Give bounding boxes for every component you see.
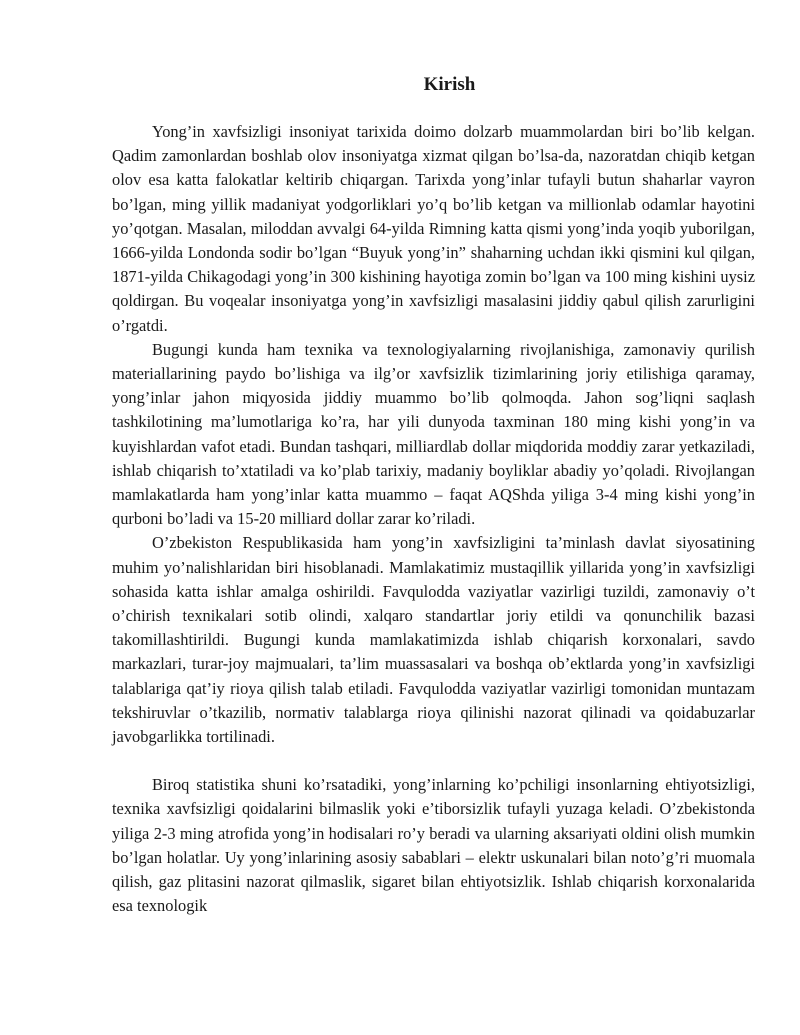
paragraph-history: Yong’in xavfsizligi insoniyat tarixida doimo dolzarb muammolardan biri bo’lib kelgan. Qadim zamonlardan boshlab olov insoniyatga xizmat qilgan bo’lsa-da, nazoratdan chiqib ketgan olov esa katta falokatlar keltirib chiqargan. Tarixda yong’inlar tufayli butun shaharlar vayron bo’lgan, ming yillik madaniyat yodgorliklari yo’q bo’lib ketgan va millionlab odamlar hayotini yo’qotgan. Masalan, miloddan avvalgi 64-yilda Rimning katta qismi yong’inda yoqib yuborilgan, 1666-yilda Londonda sodir bo’lgan “Buyuk yong’in” shaharning uchdan ikki qismini kul qilgan, 1871-yilda Chikagodagi yong’in 300 kishining hayotiga zomin bo’lgan va 100 ming kishini uysiz qoldirgan. Bu voqealar insoniyatga yong’in xavfsizligi masalasini jiddiy qabul qilish zarurligini o’rgatdi. xyxy=(112,122,755,335)
paragraph-uzbekistan: O’zbekiston Respublikasida ham yong’in xavfsizligini ta’minlash davlat siyosatining muhim yo’nalishlaridan biri hisoblanadi. Mamlakatimiz mustaqillik yillarida yong’in xavfsizligi sohasida katta ishlar amalga oshirildi. Favqulodda vaziyatlar vazirligi tuzildi, zamonaviy o’t o’chirish texnikalari sotib olindi, xalqaro standartlar joriy etildi va qonunchilik bazasi takomillashtirildi. Bugungi kunda mamlakatimizda ishlab chiqarish korxonalari, savdo markazlari, turar-joy majmualari, ta’lim muassasalari va boshqa ob’ektlarda yong’in xavfsizligi talablariga qat’iy rioya qilish talab etiladi. Favqulodda vaziyatlar vazirligi tomonidan muntazam tekshiruvlar o’tkazilib, normativ talablarga rioya qilinishi nazorat qilinadi va qoidabuzarlar javobgarlikka tortilinadi. xyxy=(112,533,755,747)
document-page xyxy=(112,70,755,919)
document-title: Kirish xyxy=(423,74,476,95)
paragraph-spacer xyxy=(112,749,755,773)
paragraph-modern: Bugungi kunda ham texnika va texnologiyalarning rivojlanishiga, zamonaviy qurilish materiallarining paydo bo’lishiga va ilg’or xavfsizlik tizimlarining joriy etilishiga qaramay, yong’inlar jahon miqyosida jiddiy muammo bo’lib qolmoqda. Jahon sog’liqni saqlash tashkilotining ma’lumotlariga ko’ra, har yili dunyoda taxminan 180 ming kishi yong’in va kuyishlardan vafot etadi. Bundan tashqari, milliardlab dollar miqdorida moddiy zarar yetkaziladi, ishlab chiqarish to’xtatiladi va ko’plab tarixiy, madaniy boyliklar abadiy yo’qoladi. Rivojlangan mamlakatlarda ham yong’inlar katta muammo – faqat AQShda yiliga 3-4 ming kishi yong’in qurboni bo’ladi va 15-20 milliard dollar zarar ko’riladi. xyxy=(112,339,755,529)
paragraph-statistics: Biroq statistika shuni ko’rsatadiki, yong’inlarning ko’pchiligi insonlarning ehtiyotsizligi, texnika xavfsizligi qoidalarini bilmaslik yoki e’tiborsizlik tufayli yuzaga keladi. O’zbekistonda yiliga 2-3 ming atrofida yong’in hodisalari ro’y beradi va ularning aksariyati oldini olish mumkin bo’lgan holatlar. Uy yong’inlarining asosiy sabablari – elektr uskunalari bilan noto’g’ri muomala qilish, gaz plitasini nazorat qilmaslik, sigaret bilan ehtiyotsizlik. Ishlab chiqarish korxonalarida esa texnologik xyxy=(112,775,755,916)
